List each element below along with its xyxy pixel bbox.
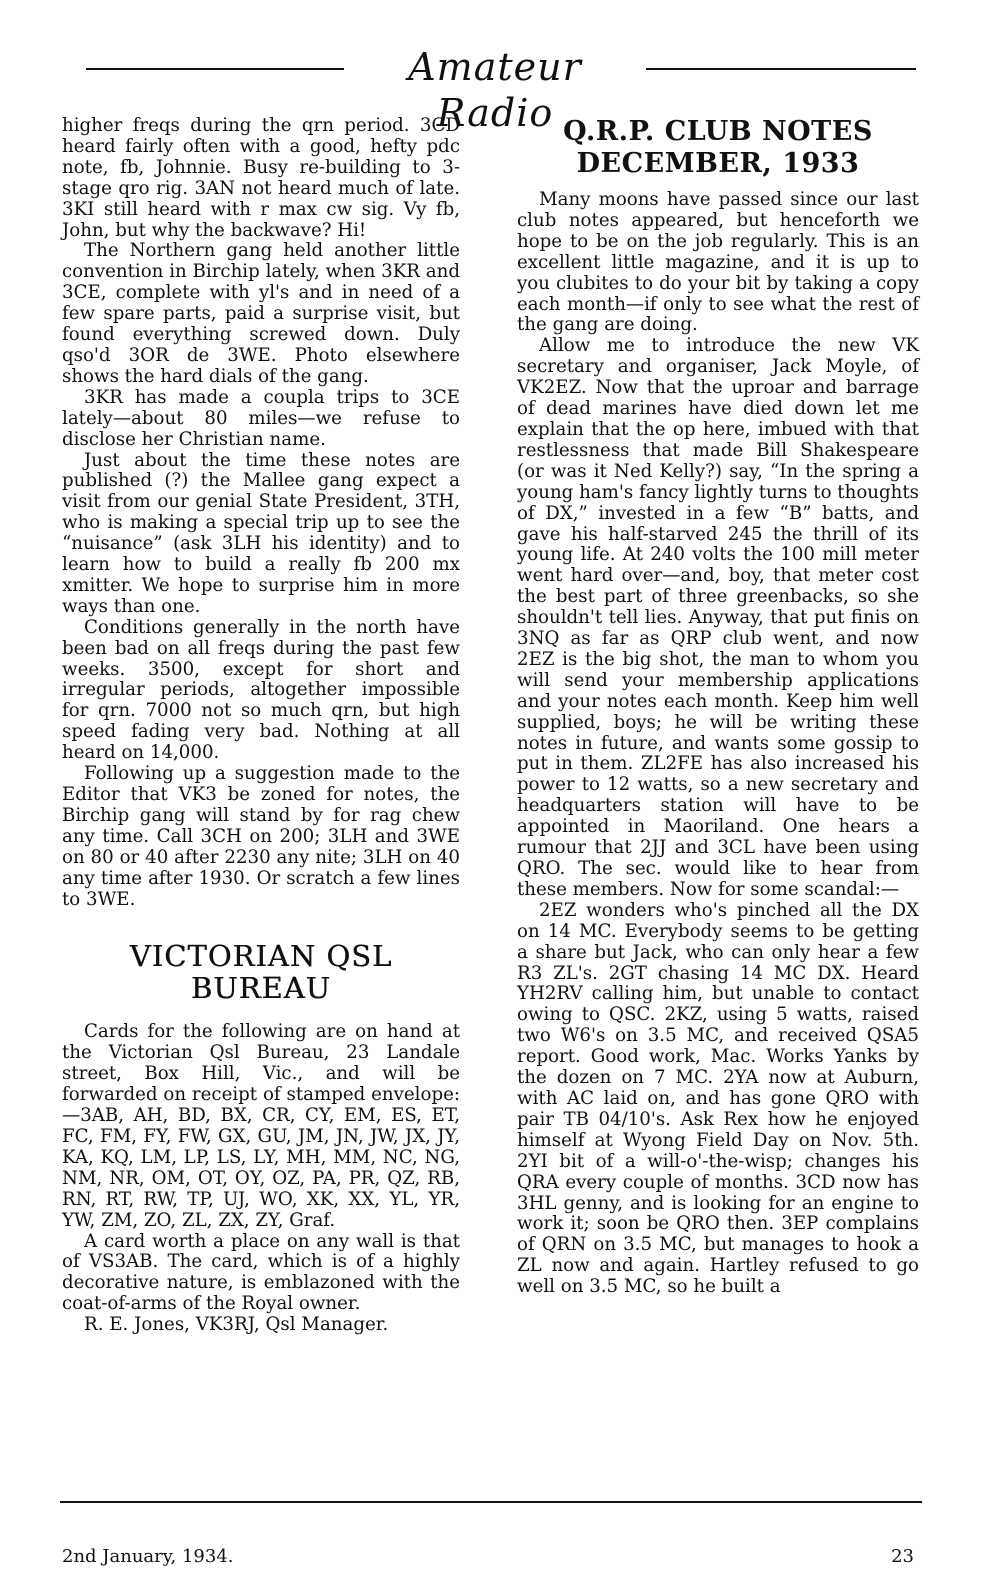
- signature: R. E. Jones, VK3RJ, Qsl Manager.: [84, 1314, 389, 1336]
- qrp-heading-line: Q.R.P. CLUB NOTES: [563, 116, 873, 147]
- qrp-heading-line: DECEMBER, 1933: [576, 148, 860, 179]
- right-column: [517, 116, 919, 1298]
- paragraph: A card worth a place on any wall is that of VS3AB. The card, which is of a highly decorative nature, is emblazoned with the coat-of-arms of the Royal owner.: [62, 1230, 460, 1315]
- paragraph: Cards for the following are on hand at the Victorian Qsl Bureau, 23 Landale street, Box Hill, Vic., and will be forwarded on receipt of stamped envelope:—3AB, AH, BD, BX, CR, CY, EM, ES, ET, FC, FM, FY, FW, GX, GU, JM, JN, JW, JX, JY, KA, KQ, LM, LP, LS, LY, MH, MM, NC, NG, NM, NR, OM, OT, OY, OZ, PA, PR, QZ, RB, RN, RT, RW, TP, UJ, WO, XK, XX, YL, YR, YW, ZM, ZO, ZL, ZX, ZY, Graf.: [62, 1021, 460, 1231]
- qsl-bureau-heading: [62, 940, 460, 1004]
- paragraph: higher freqs during the qrn period. 3CD heard fairly often with a good, hefty pdc note, fb, Johnnie. Busy re-building to 3-stage qro rig. 3AN not heard much of late. 3KI still heard with r max cw sig. Vy fb, John, but why the backwave? Hi!: [62, 115, 460, 241]
- left-column: [62, 116, 460, 1336]
- page-number: 23: [891, 1546, 914, 1567]
- paragraph: The Northern gang held another little convention in Birchip lately, when 3KR and 3CE, complete with yl's and in need of a few spare parts, paid a surprise visit, but found everything screwed down. Duly qso'd 3OR de 3WE. Photo elsewhere shows the hard dials of the gang.: [62, 240, 460, 387]
- paragraph: 3KR has made a coupla trips to 3CE lately—about 80 miles—we refuse to disclose her Christian name.: [62, 386, 460, 450]
- paragraph: Many moons have passed since our last club notes appeared, but henceforth we hope to be on the job regularly. This is an excellent little magazine, and it is up to you clubites to do your bit by taking a copy each month—if only to see what the rest of the gang are doing.: [517, 189, 919, 336]
- qsl-heading-line: BUREAU: [190, 971, 332, 1006]
- paragraph: Conditions generally in the north have been bad on all freqs during the past few weeks. 3500, except for short and irregular periods, altogether impossible for qrn. 7000 not so much qrn, but high speed fading very bad. Nothing at all heard on 14,000.: [62, 616, 460, 764]
- footer-rule: [60, 1501, 922, 1503]
- qrp-club-heading: [517, 116, 919, 180]
- paragraph: Following up a suggestion made to the Editor that VK3 be zoned for notes, the Birchip gang will stand by for rag chew any time. Call 3CH on 200; 3LH and 3WE on 80 or 40 after 2230 any nite; 3LH on 40 any time after 1930. Or scratch a few lines to 3WE.: [62, 763, 460, 910]
- issue-date: 2nd January, 1934.: [62, 1546, 234, 1567]
- qsl-heading-line: VICTORIAN QSL: [129, 939, 393, 974]
- masthead-rule-left: [86, 68, 344, 70]
- paragraph: Allow me to introduce the new VK secretary and organiser, Jack Moyle, of VK2EZ. Now that the uproar and barrage of dead marines have died down let me explain that the op here, imbued with that restlessness that made Bill Shakespeare (or was it Ned Kelly?) say, “In the spring a young ham's fancy lightly turns to thoughts of DX,” invested in a few “B” batts, and gave his half-starved 245 the thrill of its young life. At 240 volts the 100 mill meter went hard over—and, boy, that meter cost the best part of three greenbacks, so she shouldn't tell lies. Anyway, that put finis on 3NQ as far as QRP club went, and now 2EZ is the big shot, the man to whom you will send your membership applications and your notes each month. Keep him well supplied, boys; he will be writing these notes in future, and wants some gossip to put in them. ZL2FE has also increased his power to 12 watts, so a new secretary and headquarters station will have to be appointed in Maoriland. One hears a rumour that 2JJ and 3CL have been using QRO. The sec. would like to hear from these members. Now for some scandal:—: [517, 335, 919, 900]
- masthead-title: Amateur Radio: [408, 45, 582, 135]
- paragraph: Just about the time these notes are published (?) the Mallee gang expect a visit from our genial State President, 3TH, who is making a special trip up to see the “nuisance” (ask 3LH his identity) and to learn how to build a really fb 200 mx xmitter. We hope to surprise him in more ways than one.: [62, 449, 460, 617]
- masthead-rule-right: [646, 68, 916, 70]
- paragraph: 2EZ wonders who's pinched all the DX on 14 MC. Everybody seems to be getting a share but Jack, who can only hear a few R3 ZL's. 2GT chasing 14 MC DX. Heard YH2RV calling him, but unable to contact owing to QSC. 2KZ, using 5 watts, raised two W6's on 3.5 MC, and received QSA5 report. Good work, Mac. Works Yanks by the dozen on 7 MC. 2YA now at Auburn, with AC laid on, and has gone QRO with pair TB 04/10's. Ask Rex how he enjoyed himself at Wyong Field Day on Nov. 5th. 2YI bit of a will-o'-the-wisp; changes his QRA every couple of months. 3CD now has 3HL genny, and is looking for an engine to work it; soon be QRO then. 3EP complains of QRN on 3.5 MC, but manages to hook a ZL now and again. Hartley refused to go well on 3.5 MC, so he built a: [517, 899, 919, 1298]
